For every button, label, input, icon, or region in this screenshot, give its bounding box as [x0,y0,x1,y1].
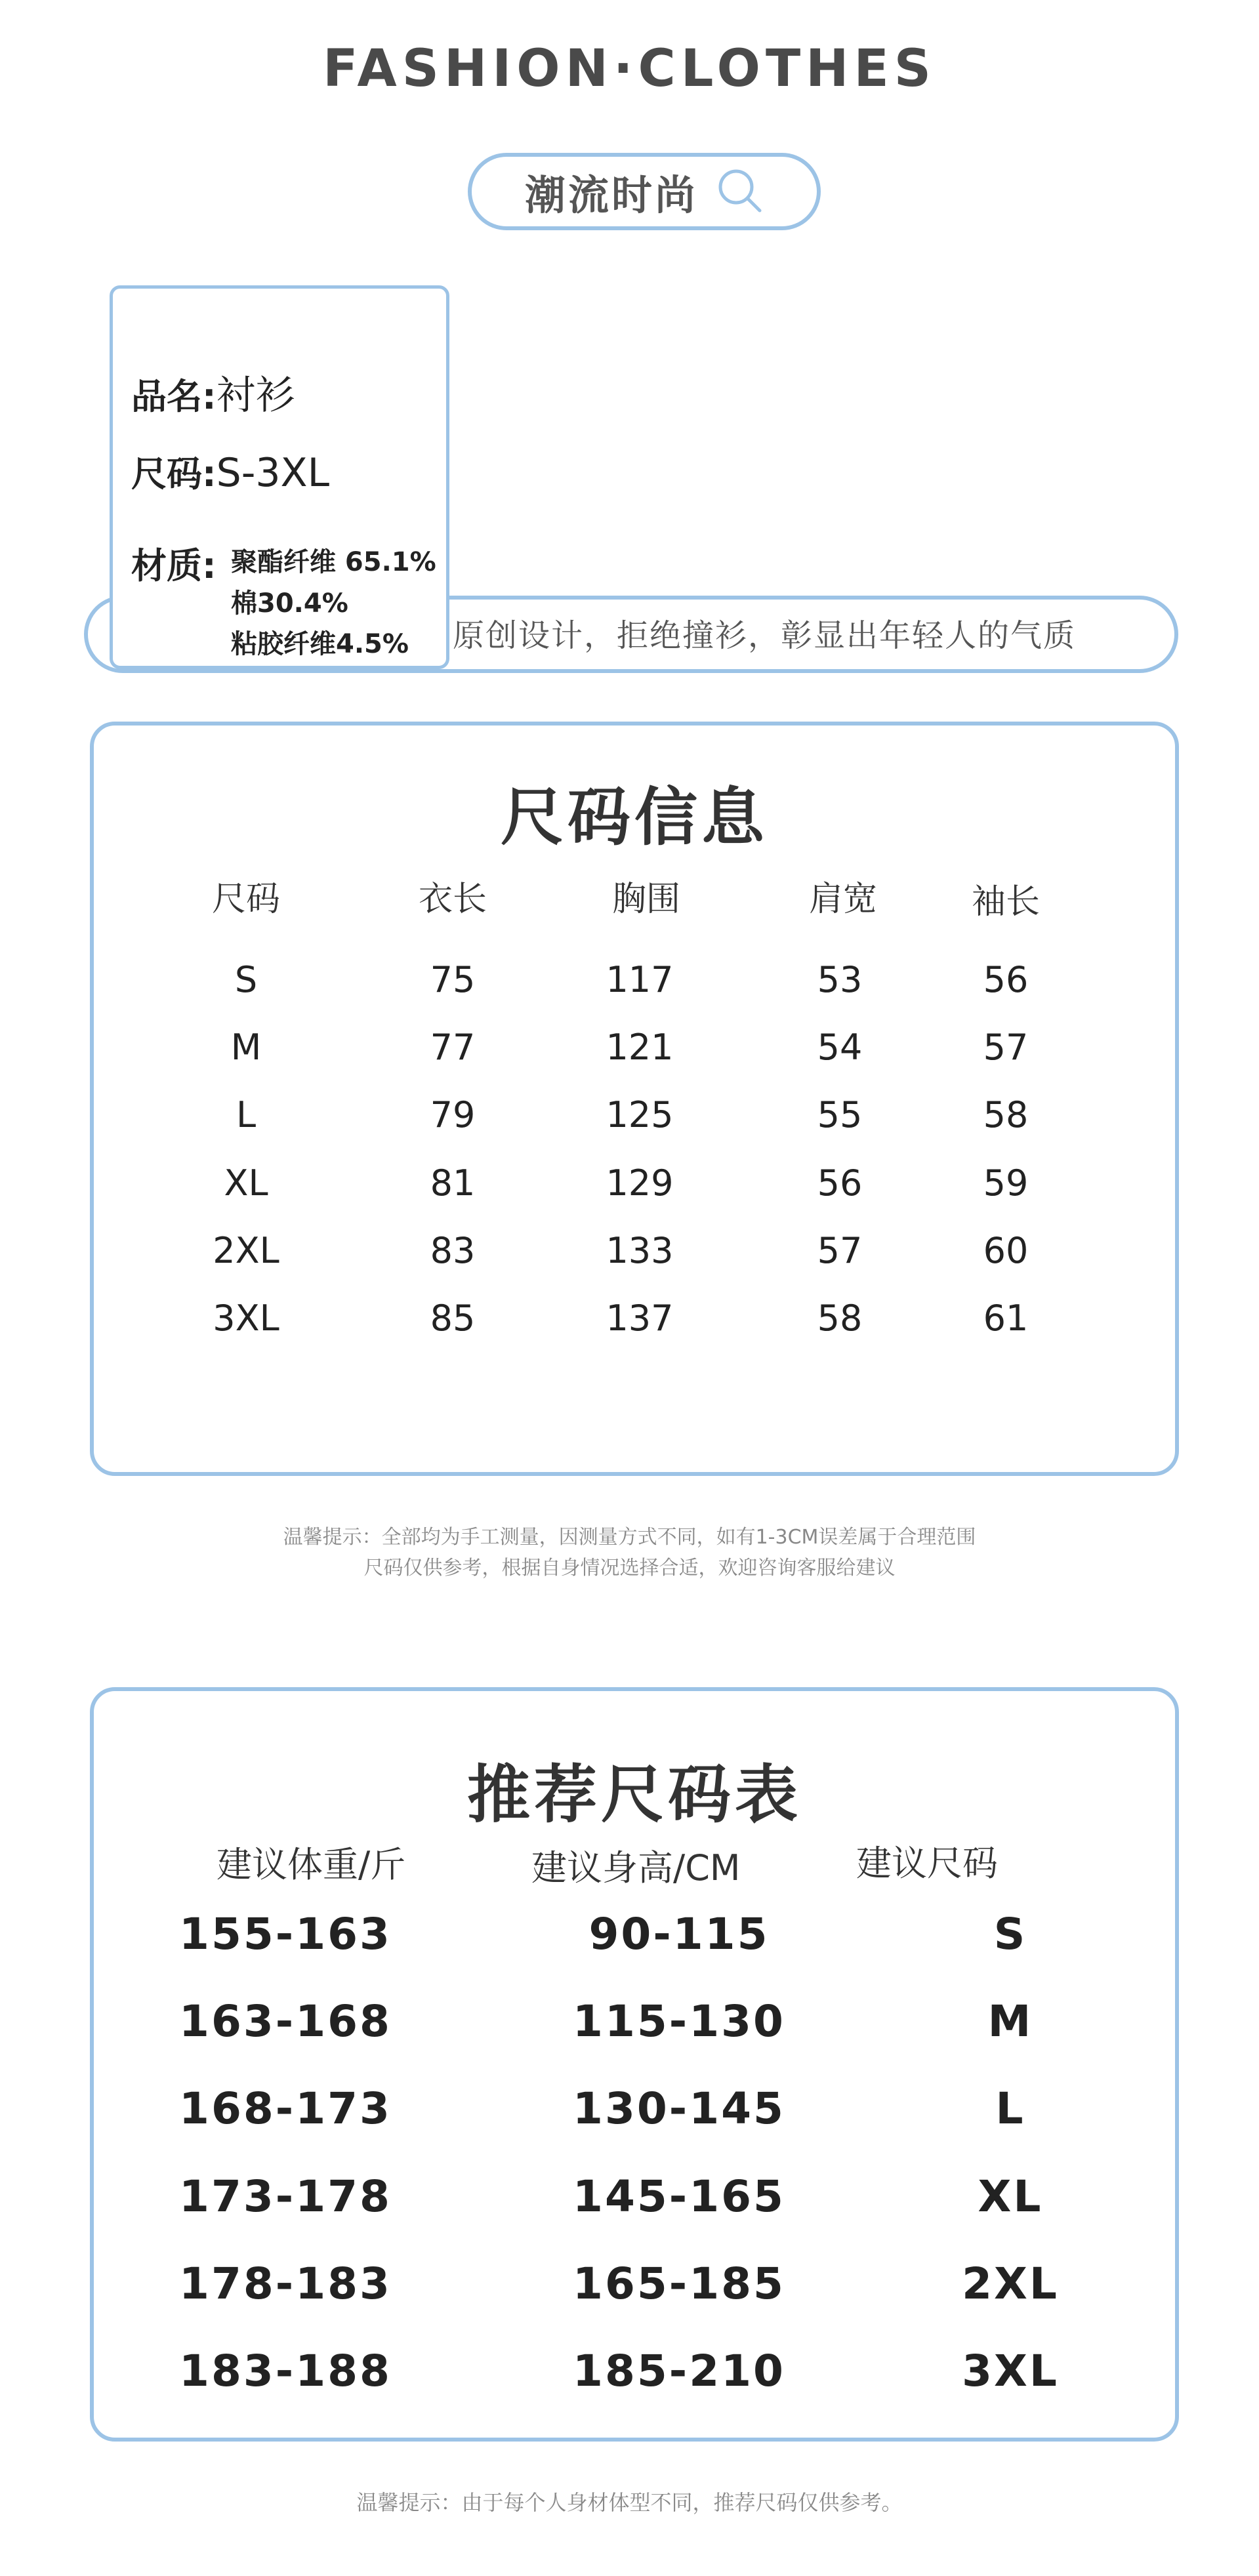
size-table-cell: 137 [606,1298,674,1339]
length-col-header: 衣长 [418,880,487,919]
size-table-cell: 57 [983,1027,1029,1068]
size-table-cell: 59 [983,1162,1029,1204]
search-pill[interactable] [468,153,821,230]
size-table-cell: 61 [983,1298,1029,1339]
recommend-table-cell: 165-185 [573,2259,785,2309]
size-table-cell: 58 [983,1094,1029,1135]
product-size-value: S-3XL [216,450,330,496]
size-table-cell: S [234,959,258,1000]
size-table-cell: 117 [606,959,674,1000]
recommend-table-cell: XL [978,2171,1043,2222]
search-icon [715,166,764,217]
recommend-table-cell: 185-210 [573,2346,785,2396]
size-table-cell: 2XL [213,1230,279,1271]
size-note-line: 尺码仅供参考，根据自身情况选择合适，欢迎咨询客服给建议 [363,1557,896,1580]
recommend-table-cell: L [995,2083,1025,2134]
size-table-cell: 3XL [213,1298,279,1339]
size-table-cell: 56 [817,1162,863,1204]
recommend-table-cell: 145-165 [573,2171,785,2222]
recommend-table-cell: 130-145 [573,2083,785,2134]
recommend-table-cell: 178-183 [179,2259,392,2309]
size-table-cell: M [230,1027,262,1068]
sleeve-col-header: 袖长 [971,882,1040,922]
size-table-cell: 56 [983,959,1029,1000]
size-table-cell: 54 [817,1027,863,1068]
size-table-cell: 57 [817,1230,863,1271]
recommend-table-cell: 2XL [962,2259,1059,2309]
size-table-cell: 121 [606,1027,674,1068]
size-table-cell: 85 [430,1298,476,1339]
product-size-key: 尺码: [131,453,217,495]
recommend-table-cell: 90-115 [588,1909,770,1959]
material-line: 粘胶纤维4.5% [231,629,409,659]
height-col-header: 建议身高/CM [531,1847,741,1889]
recommend-table-cell: 183-188 [179,2346,392,2396]
size-col-header: 尺码 [211,880,280,919]
size-table-cell: 81 [430,1162,476,1204]
size-table-cell: 60 [983,1230,1029,1271]
recommend-table-cell: 173-178 [179,2171,392,2222]
size-table-cell: 129 [606,1162,674,1204]
product-material-key: 材质: [131,545,217,586]
recommend-note: 温馨提示：由于每个人身材体型不同，推荐尺码仅供参考。 [356,2490,903,2515]
size-table-cell: 55 [817,1094,863,1135]
product-material-row [131,538,217,588]
product-name-row [131,364,295,420]
size-table-cell: 53 [817,959,863,1000]
recommend-table-cell: 155-163 [179,1909,392,1959]
size-table-cell: XL [224,1162,268,1204]
recommend-table-cell: 163-168 [179,1996,392,2047]
recommended-size-col-header: 建议尺码 [856,1843,998,1884]
size-table-cell: 75 [430,959,476,1000]
size-table-cell: 79 [430,1094,476,1135]
size-table-cell: L [236,1094,257,1135]
recommend-title: 推荐尺码表 [467,1758,802,1831]
size-info-title: 尺码信息 [501,781,768,854]
slogan-text: 原创设计，拒绝撞衫，彰显出年轻人的气质 [453,617,1077,654]
chest-col-header: 胸围 [611,880,680,919]
material-line: 棉30.4% [231,588,348,619]
recommend-table-cell: 168-173 [179,2083,392,2134]
product-size-row [131,446,329,497]
recommend-table-cell: 115-130 [573,1996,785,2047]
recommend-table-cell: 3XL [962,2346,1059,2396]
weight-col-header: 建议体重/斤 [217,1844,406,1885]
product-name-key: 品名: [131,376,217,417]
recommend-table-cell: S [993,1909,1027,1959]
size-table-cell: 133 [606,1230,674,1271]
size-note-line: 温馨提示：全部均为手工测量，因测量方式不同，如有1-3CM误差属于合理范围 [283,1526,976,1549]
size-table-cell: 83 [430,1230,476,1271]
shoulder-col-header: 肩宽 [808,880,877,919]
recommend-table-cell: M [987,1996,1033,2047]
size-table-cell: 58 [817,1298,863,1339]
size-table-cell: 125 [606,1094,674,1135]
product-name-value: 衬衫 [216,373,295,419]
material-line: 聚酯纤维 65.1% [231,547,436,577]
brand-title: FASHION·CLOTHES [323,39,936,98]
size-table-cell: 77 [430,1027,476,1068]
search-pill-label: 潮流时尚 [524,171,698,219]
